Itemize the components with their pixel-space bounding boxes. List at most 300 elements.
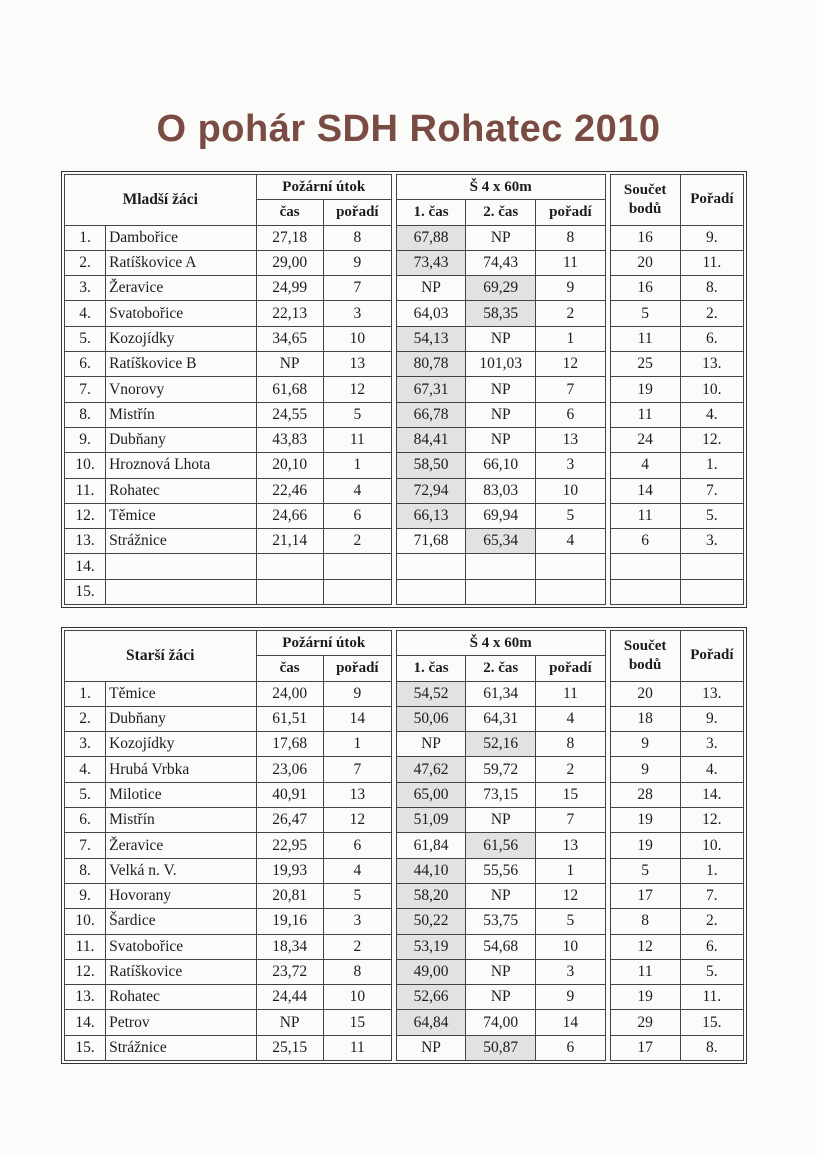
- relay-rank: 3: [536, 453, 605, 478]
- attack-rank: 11: [323, 427, 391, 452]
- row-number: 5.: [65, 782, 106, 807]
- relay-rank: 12: [536, 352, 605, 377]
- row-number: 12.: [65, 503, 106, 528]
- table-row: [65, 732, 744, 757]
- team-name: Mistřín: [106, 402, 256, 427]
- relay-time1: 50,22: [396, 909, 465, 934]
- relay-rank: 15: [536, 782, 605, 807]
- points-sum: 5: [610, 301, 680, 326]
- row-number: 13.: [65, 529, 106, 554]
- points-sum: 9: [610, 757, 680, 782]
- row-number: 15.: [65, 579, 106, 604]
- table-row: [65, 402, 744, 427]
- attack-rank: 12: [323, 808, 391, 833]
- attack-rank: 10: [323, 985, 391, 1010]
- table-row: [65, 301, 744, 326]
- table-row: [65, 833, 744, 858]
- points-sum: 18: [610, 706, 680, 731]
- relay-rank: 5: [536, 909, 605, 934]
- relay-rank: 1: [536, 326, 605, 351]
- attack-rank: 5: [323, 402, 391, 427]
- attack-time: 19,16: [256, 909, 323, 934]
- team-name: Strážnice: [106, 529, 256, 554]
- relay-rank: 11: [536, 250, 605, 275]
- attack-rank: 6: [323, 833, 391, 858]
- relay-time2: [466, 554, 536, 579]
- team-name: Velká n. V.: [106, 858, 256, 883]
- relay-time2: NP: [466, 808, 536, 833]
- team-name: Dubňany: [106, 427, 256, 452]
- relay-rank: 6: [536, 1035, 605, 1060]
- team-name: Ratíškovice: [106, 959, 256, 984]
- relay-time2: 74,00: [466, 1010, 536, 1035]
- attack-time: 22,46: [256, 478, 323, 503]
- results-table-older: [61, 627, 747, 1064]
- final-rank: 5.: [680, 959, 743, 984]
- relay-rank: 4: [536, 706, 605, 731]
- attack-rank: 3: [323, 301, 391, 326]
- table-row: [65, 225, 744, 250]
- relay-time2: NP: [466, 959, 536, 984]
- row-number: 3.: [65, 276, 106, 301]
- results-table: [64, 174, 744, 605]
- attack-time: 24,44: [256, 985, 323, 1010]
- relay-rank: 4: [536, 529, 605, 554]
- relay-time2: 69,29: [466, 276, 536, 301]
- relay-header: Š 4 x 60m: [396, 175, 605, 200]
- attack-time: 23,06: [256, 757, 323, 782]
- row-number: 13.: [65, 985, 106, 1010]
- final-rank: 3.: [680, 529, 743, 554]
- row-number: 7.: [65, 377, 106, 402]
- attack-time: 24,55: [256, 402, 323, 427]
- points-sum: 28: [610, 782, 680, 807]
- relay-time2: 59,72: [466, 757, 536, 782]
- relay-time1: 58,50: [396, 453, 465, 478]
- relay-rank: 13: [536, 427, 605, 452]
- table-row: [65, 1035, 744, 1060]
- header-row: [65, 175, 744, 200]
- attack-rank: [323, 554, 391, 579]
- relay-time2-header: 2. čas: [466, 200, 536, 225]
- relay-rank: 2: [536, 757, 605, 782]
- table-row: [65, 706, 744, 731]
- relay-rank: 1: [536, 858, 605, 883]
- table-row: [65, 782, 744, 807]
- points-sum: 19: [610, 808, 680, 833]
- final-rank: 11.: [680, 250, 743, 275]
- attack-time: 19,93: [256, 858, 323, 883]
- relay-time1: 54,13: [396, 326, 465, 351]
- table-row: [65, 377, 744, 402]
- attack-time: 40,91: [256, 782, 323, 807]
- final-rank: [680, 579, 743, 604]
- attack-rank: 9: [323, 681, 391, 706]
- points-sum: 20: [610, 681, 680, 706]
- relay-time2: 69,94: [466, 503, 536, 528]
- points-sum: 24: [610, 427, 680, 452]
- points-sum: [610, 579, 680, 604]
- attack-time: 25,15: [256, 1035, 323, 1060]
- points-sum: 20: [610, 250, 680, 275]
- points-sum: 29: [610, 1010, 680, 1035]
- attack-header: Požární útok: [256, 631, 391, 656]
- sum-header: [610, 631, 680, 682]
- row-number: 3.: [65, 732, 106, 757]
- row-number: 14.: [65, 1010, 106, 1035]
- attack-rank: 5: [323, 883, 391, 908]
- table-row: [65, 579, 744, 604]
- final-rank: 9.: [680, 225, 743, 250]
- relay-time1: 66,13: [396, 503, 465, 528]
- team-name: Žeravice: [106, 833, 256, 858]
- relay-time2: 54,68: [466, 934, 536, 959]
- relay-time1: 64,03: [396, 301, 465, 326]
- table-row: [65, 883, 744, 908]
- relay-time2: 64,31: [466, 706, 536, 731]
- relay-time2: NP: [466, 377, 536, 402]
- relay-time1: 61,84: [396, 833, 465, 858]
- attack-time: 20,10: [256, 453, 323, 478]
- row-number: 1.: [65, 681, 106, 706]
- sum-header-line2: bodů: [628, 656, 662, 673]
- row-number: 6.: [65, 352, 106, 377]
- row-number: 4.: [65, 757, 106, 782]
- row-number: 1.: [65, 225, 106, 250]
- team-name: Hovorany: [106, 883, 256, 908]
- relay-time1: 71,68: [396, 529, 465, 554]
- relay-time1: 66,78: [396, 402, 465, 427]
- row-number: 2.: [65, 250, 106, 275]
- table-row: [65, 453, 744, 478]
- attack-rank: 15: [323, 1010, 391, 1035]
- row-number: 15.: [65, 1035, 106, 1060]
- relay-rank: 12: [536, 883, 605, 908]
- final-rank: 13.: [680, 681, 743, 706]
- row-number: 9.: [65, 883, 106, 908]
- table-row: [65, 427, 744, 452]
- team-name: Strážnice: [106, 1035, 256, 1060]
- attack-time: 21,14: [256, 529, 323, 554]
- table-row: [65, 808, 744, 833]
- points-sum: 17: [610, 883, 680, 908]
- relay-rank: 5: [536, 503, 605, 528]
- attack-time: 24,99: [256, 276, 323, 301]
- points-sum: 12: [610, 934, 680, 959]
- table-row: [65, 478, 744, 503]
- page-title: O pohár SDH Rohatec 2010: [156, 108, 661, 150]
- relay-rank: 8: [536, 732, 605, 757]
- points-sum: [610, 554, 680, 579]
- relay-time2: 83,03: [466, 478, 536, 503]
- attack-rank: 4: [323, 478, 391, 503]
- points-sum: 5: [610, 858, 680, 883]
- row-number: 12.: [65, 959, 106, 984]
- relay-time1: 53,19: [396, 934, 465, 959]
- table-row: [65, 985, 744, 1010]
- points-sum: 19: [610, 377, 680, 402]
- attack-rank: 8: [323, 959, 391, 984]
- team-name: Těmice: [106, 503, 256, 528]
- table-row: [65, 959, 744, 984]
- relay-rank: 14: [536, 1010, 605, 1035]
- attack-rank-header: pořadí: [323, 656, 391, 681]
- table-row: [65, 276, 744, 301]
- relay-time1: NP: [396, 732, 465, 757]
- team-name: Kozojídky: [106, 732, 256, 757]
- attack-time: NP: [256, 1010, 323, 1035]
- row-number: 10.: [65, 909, 106, 934]
- attack-time: 23,72: [256, 959, 323, 984]
- team-name: [106, 579, 256, 604]
- table-row: [65, 681, 744, 706]
- relay-rank: 11: [536, 681, 605, 706]
- final-rank: 6.: [680, 326, 743, 351]
- relay-time2: 55,56: [466, 858, 536, 883]
- final-rank: 10.: [680, 833, 743, 858]
- relay-time2: 101,03: [466, 352, 536, 377]
- relay-rank: [536, 579, 605, 604]
- category-header: Mladší žáci: [65, 175, 257, 226]
- attack-rank: 6: [323, 503, 391, 528]
- final-rank: 3.: [680, 732, 743, 757]
- points-sum: 11: [610, 503, 680, 528]
- table-row: [65, 934, 744, 959]
- attack-rank: 1: [323, 453, 391, 478]
- relay-rank: 13: [536, 833, 605, 858]
- relay-rank-header: pořadí: [536, 200, 605, 225]
- attack-rank: 8: [323, 225, 391, 250]
- attack-header: Požární útok: [256, 175, 391, 200]
- relay-time2: NP: [466, 883, 536, 908]
- attack-rank: 13: [323, 782, 391, 807]
- final-rank: 2.: [680, 909, 743, 934]
- attack-rank: 4: [323, 858, 391, 883]
- row-number: 11.: [65, 934, 106, 959]
- final-rank: 2.: [680, 301, 743, 326]
- table-row: [65, 1010, 744, 1035]
- relay-time2: 61,34: [466, 681, 536, 706]
- relay-time2: NP: [466, 402, 536, 427]
- final-rank: 5.: [680, 503, 743, 528]
- row-number: 10.: [65, 453, 106, 478]
- attack-time: 22,13: [256, 301, 323, 326]
- points-sum: 17: [610, 1035, 680, 1060]
- table-row: [65, 554, 744, 579]
- sum-header-line1: Součet: [623, 181, 667, 198]
- relay-time2: 61,56: [466, 833, 536, 858]
- category-header: Starší žáci: [65, 631, 257, 682]
- points-sum: 11: [610, 402, 680, 427]
- header-row: [65, 631, 744, 656]
- attack-rank: 10: [323, 326, 391, 351]
- relay-rank: 7: [536, 377, 605, 402]
- table-row: [65, 326, 744, 351]
- final-rank: 13.: [680, 352, 743, 377]
- attack-time: 24,00: [256, 681, 323, 706]
- team-name: Petrov: [106, 1010, 256, 1035]
- relay-time1: NP: [396, 276, 465, 301]
- final-rank-header: Pořadí: [680, 631, 743, 682]
- relay-time1: 65,00: [396, 782, 465, 807]
- attack-time: [256, 579, 323, 604]
- attack-time: 43,83: [256, 427, 323, 452]
- row-number: 6.: [65, 808, 106, 833]
- relay-time2: NP: [466, 326, 536, 351]
- final-rank-header: Pořadí: [680, 175, 743, 226]
- relay-time1: 80,78: [396, 352, 465, 377]
- points-sum: 19: [610, 833, 680, 858]
- relay-time1-header: 1. čas: [396, 200, 465, 225]
- table-row: [65, 250, 744, 275]
- final-rank: 4.: [680, 757, 743, 782]
- row-number: 14.: [65, 554, 106, 579]
- points-sum: 25: [610, 352, 680, 377]
- attack-rank: 12: [323, 377, 391, 402]
- points-sum: 6: [610, 529, 680, 554]
- attack-time: 17,68: [256, 732, 323, 757]
- results-table: [64, 630, 744, 1061]
- table-row: [65, 858, 744, 883]
- relay-rank: 10: [536, 478, 605, 503]
- points-sum: 8: [610, 909, 680, 934]
- relay-rank: 8: [536, 225, 605, 250]
- relay-rank-header: pořadí: [536, 656, 605, 681]
- attack-time: [256, 554, 323, 579]
- attack-time: 18,34: [256, 934, 323, 959]
- relay-time2: 66,10: [466, 453, 536, 478]
- attack-time: 27,18: [256, 225, 323, 250]
- team-name: Hrubá Vrbka: [106, 757, 256, 782]
- points-sum: 16: [610, 276, 680, 301]
- row-number: 4.: [65, 301, 106, 326]
- attack-rank: 9: [323, 250, 391, 275]
- sum-header-line2: bodů: [628, 200, 662, 217]
- row-number: 8.: [65, 402, 106, 427]
- team-name: Vnorovy: [106, 377, 256, 402]
- relay-rank: 6: [536, 402, 605, 427]
- attack-rank-header: pořadí: [323, 200, 391, 225]
- attack-rank: 2: [323, 934, 391, 959]
- attack-rank: 3: [323, 909, 391, 934]
- relay-time1: 73,43: [396, 250, 465, 275]
- row-number: 7.: [65, 833, 106, 858]
- attack-rank: 7: [323, 276, 391, 301]
- final-rank: 7.: [680, 478, 743, 503]
- sum-header: [610, 175, 680, 226]
- attack-time: 61,68: [256, 377, 323, 402]
- final-rank: 11.: [680, 985, 743, 1010]
- row-number: 5.: [65, 326, 106, 351]
- final-rank: 12.: [680, 808, 743, 833]
- attack-time: 34,65: [256, 326, 323, 351]
- relay-time2: 58,35: [466, 301, 536, 326]
- results-table-younger: [61, 171, 747, 608]
- attack-time: 24,66: [256, 503, 323, 528]
- table-row: [65, 529, 744, 554]
- team-name: Milotice: [106, 782, 256, 807]
- final-rank: 14.: [680, 782, 743, 807]
- attack-rank: 1: [323, 732, 391, 757]
- team-name: Hroznová Lhota: [106, 453, 256, 478]
- relay-rank: 3: [536, 959, 605, 984]
- relay-time2: 50,87: [466, 1035, 536, 1060]
- relay-time2: 74,43: [466, 250, 536, 275]
- attack-rank: 14: [323, 706, 391, 731]
- relay-time1-header: 1. čas: [396, 656, 465, 681]
- final-rank: 15.: [680, 1010, 743, 1035]
- relay-time1: 50,06: [396, 706, 465, 731]
- relay-time2: NP: [466, 225, 536, 250]
- team-name: Rohatec: [106, 478, 256, 503]
- team-name: Šardice: [106, 909, 256, 934]
- final-rank: 6.: [680, 934, 743, 959]
- attack-time: 20,81: [256, 883, 323, 908]
- team-name: [106, 554, 256, 579]
- relay-time1: 58,20: [396, 883, 465, 908]
- table-row: [65, 503, 744, 528]
- relay-time1: 49,00: [396, 959, 465, 984]
- final-rank: 1.: [680, 453, 743, 478]
- points-sum: 19: [610, 985, 680, 1010]
- final-rank: [680, 554, 743, 579]
- team-name: Rohatec: [106, 985, 256, 1010]
- relay-rank: 2: [536, 301, 605, 326]
- team-name: Žeravice: [106, 276, 256, 301]
- final-rank: 8.: [680, 1035, 743, 1060]
- team-name: Ratíškovice B: [106, 352, 256, 377]
- row-number: 11.: [65, 478, 106, 503]
- relay-rank: [536, 554, 605, 579]
- table-row: [65, 352, 744, 377]
- relay-time1: [396, 554, 465, 579]
- row-number: 9.: [65, 427, 106, 452]
- relay-time2: 52,16: [466, 732, 536, 757]
- team-name: Těmice: [106, 681, 256, 706]
- team-name: Mistřín: [106, 808, 256, 833]
- relay-time1: 54,52: [396, 681, 465, 706]
- relay-rank: 7: [536, 808, 605, 833]
- attack-rank: 13: [323, 352, 391, 377]
- team-name: Ratíškovice A: [106, 250, 256, 275]
- relay-time1: 72,94: [396, 478, 465, 503]
- relay-time1: 84,41: [396, 427, 465, 452]
- relay-time1: 47,62: [396, 757, 465, 782]
- team-name: Kozojídky: [106, 326, 256, 351]
- attack-rank: [323, 579, 391, 604]
- row-number: 8.: [65, 858, 106, 883]
- attack-time-header: čas: [256, 656, 323, 681]
- relay-header: Š 4 x 60m: [396, 631, 605, 656]
- relay-time2: 65,34: [466, 529, 536, 554]
- relay-time2: NP: [466, 985, 536, 1010]
- final-rank: 12.: [680, 427, 743, 452]
- relay-time1: 44,10: [396, 858, 465, 883]
- attack-rank: 2: [323, 529, 391, 554]
- final-rank: 7.: [680, 883, 743, 908]
- relay-time2: [466, 579, 536, 604]
- attack-time: 61,51: [256, 706, 323, 731]
- relay-time1: [396, 579, 465, 604]
- attack-time: 29,00: [256, 250, 323, 275]
- team-name: Dubňany: [106, 706, 256, 731]
- relay-time2: NP: [466, 427, 536, 452]
- final-rank: 8.: [680, 276, 743, 301]
- team-name: Svatobořice: [106, 934, 256, 959]
- relay-rank: 10: [536, 934, 605, 959]
- relay-time2-header: 2. čas: [466, 656, 536, 681]
- relay-rank: 9: [536, 276, 605, 301]
